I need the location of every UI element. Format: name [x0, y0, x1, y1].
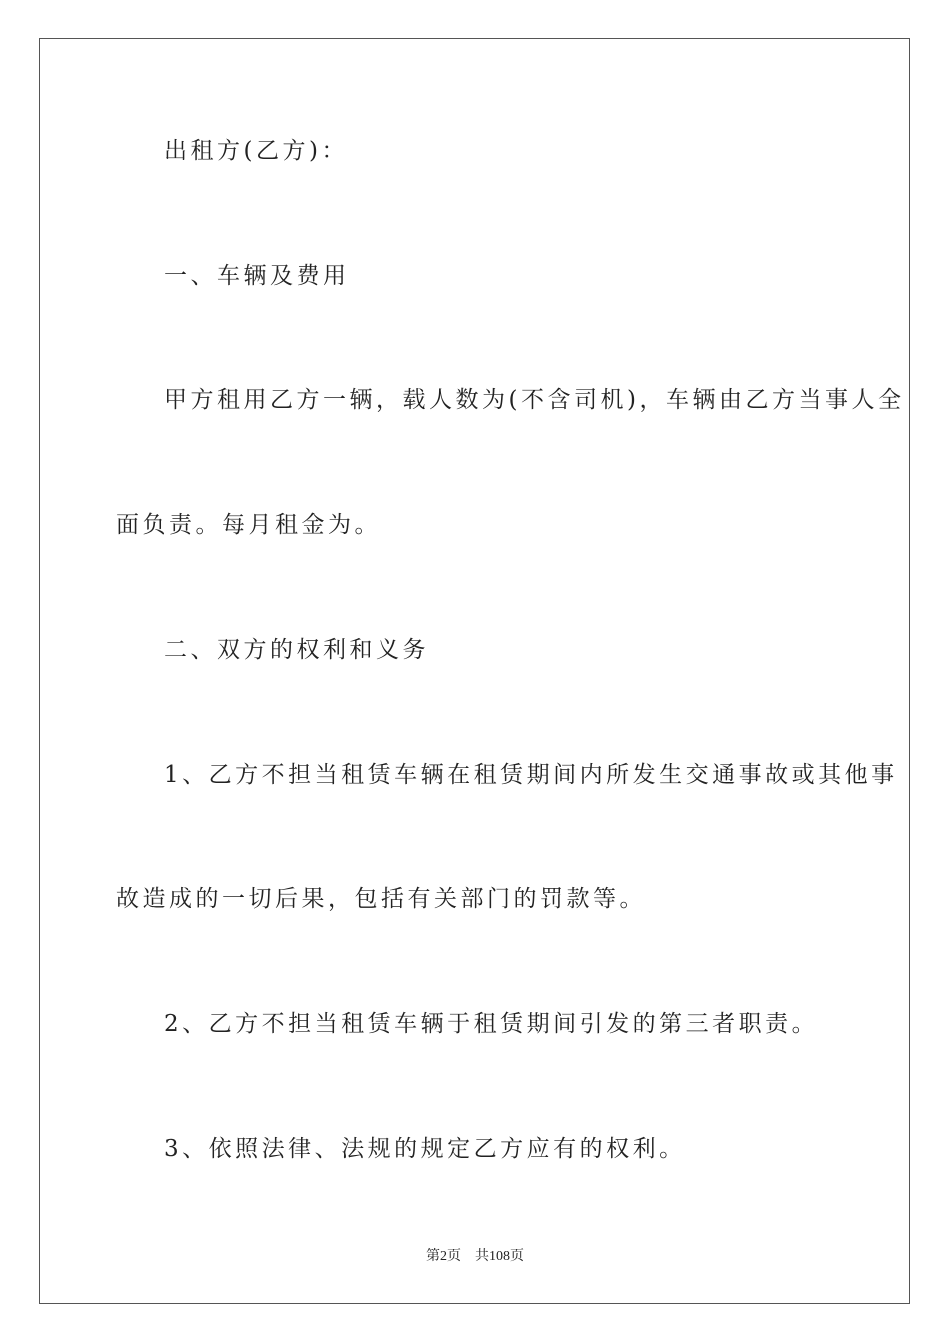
clause-2-line: 2、乙方不担当租赁车辆于租赁期间引发的第三者职责。	[164, 1011, 819, 1037]
section-heading-rights-obligations: 二、双方的权利和义务	[164, 637, 429, 663]
page-total: 共108页	[475, 1249, 524, 1264]
page-frame	[39, 38, 910, 1304]
paragraph-line: 甲方租用乙方一辆，载人数为(不含司机)，车辆由乙方当事人全	[164, 387, 905, 413]
page-number: 第2页	[426, 1249, 461, 1264]
clause-1-continuation: 故造成的一切后果，包括有关部门的罚款等。	[116, 886, 646, 912]
paragraph-line: 面负责。每月租金为。	[116, 512, 381, 538]
lessor-line: 出租方(乙方)：	[164, 138, 348, 164]
clause-1-line: 1、乙方不担当租赁车辆在租赁期间内所发生交通事故或其他事	[164, 762, 898, 788]
page-footer	[0, 1245, 950, 1265]
section-heading-vehicle-fees: 一、车辆及费用	[164, 263, 350, 289]
clause-3-line: 3、依照法律、法规的规定乙方应有的权利。	[164, 1136, 686, 1162]
